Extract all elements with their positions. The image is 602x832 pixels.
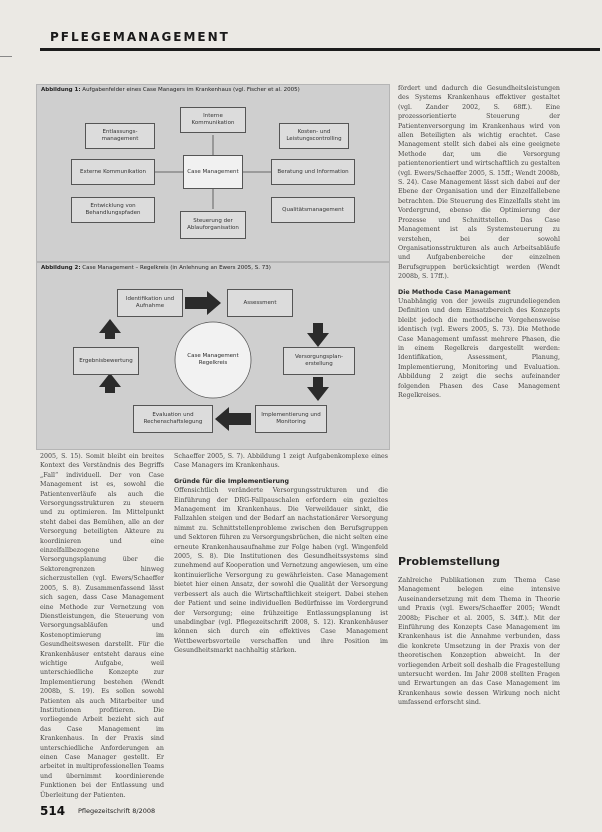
box-kostencontrolling: Kosten- und Leistungscontrolling: [279, 123, 349, 149]
box-ablauforganisation: Steuerung der Ablauforganisation: [180, 211, 246, 239]
figure-1: [36, 84, 390, 262]
column-2-paragraph: Offensichtlich veränderte Versorgungsstrukturen und die Einführung der DRG-Fallpauschalen erfordern ein gezieltes Management im Krankenhaus. Die Verweildauer sinkt, die Fallzahlen steigen und der Bedarf an nachstationärer Versorgung nimmt zu. Schnittstellenprobleme zwischen den Berufsgruppen und Sektoren führen zu Versorgungsbrüchen, die nicht selten eine erneute Krankenhausaufnahme zur Folge haben (vgl. Wingenfeld 2005, S. 8). Die Institutionen des Gesundheitssystems sind zunehmend auf Kooperation und Vernetzung angewiesen, um eine kontinuierliche Versorgung zu gewährleisten. Case Management bietet hier einen Ansatz, der sowohl die Qualität der Versorgung verbessert als auch die Wirtschaftlichkeit steigert. Dabei stehen der Patient und seine individuellen Bedürfnisse im Vordergrund der Versorgung; eine frühzeitige Entlassungsplanung ist unabdingbar (vgl. Pflegezeitschrift 2008, S. 12). Krankenhäuser können sich durch ein effektives Case Management Wettbewerbsvorteile verschaffen und ihre Position im Gesundheitsmarkt nachhaltig stärken.: [174, 487, 388, 655]
step-versorgungsplan: Versorgungsplan-erstellung: [283, 347, 355, 375]
box-qualitaetsmanagement: Qualitätsmanagement: [271, 197, 355, 223]
page-number: 514: [40, 804, 66, 818]
box-externe-kommunikation: Externe Kommunikation: [71, 159, 155, 185]
step-implementierung: Implementierung und Monitoring: [255, 405, 327, 433]
column-2-intro: Schaeffer 2005, S. 7). Abbildung 1 zeigt Aufgabenkomplexe eines Case Managers im Krankenhaus.: [174, 453, 388, 470]
text-column-2: [174, 452, 388, 802]
figure-2-caption-label: Abbildung 2:: [41, 265, 81, 271]
box-case-management-center: Case Management: [183, 155, 243, 189]
column-3-heading: Die Methode Case Management: [398, 288, 511, 296]
crop-mark: [0, 48, 12, 57]
step-identifikation: Identifikation und Aufnahme: [117, 289, 183, 317]
cycle-center-label: Case Management Regelkreis: [187, 353, 239, 366]
box-behandlungspfade: Entwicklung von Behandlungspfaden: [71, 197, 155, 223]
column-3-lower-paragraph: Zahlreiche Publikationen zum Thema Case Management belegen eine intensive Auseinandersetzung mit dem Thema in Theorie und Praxis (vgl. Ewers/Schaeffer 2005; Wendt 2008b; Fischer et al. 2005, S. 34ff.). Mit der Einführung des Konzepts Case Management im Krankenhaus ist die Annahme verbunden, dass die konkrete Umsetzung in der Praxis von der theoretischen Konzeption abweicht. In der vorliegenden Arbeit soll deshalb die Fragestellung untersucht werden. Im Jahr 2008 stellten Fragen und Erwartungen an das Case Management im Krankenhaus sowie dessen Wirkung noch nicht umfassend erforscht sind.: [398, 577, 560, 707]
text-column-3: [398, 84, 560, 550]
column-1-paragraph: 2005, S. 15). Somit bleibt ein breites Kontext des Verständnis des Begriffs „Fall“ individuell. Der von Case Management ist es, sowohl die Patientenverläufe als auch die Versorgungsstrukturen zu steuern und zu optimieren. Im Mittelpunkt steht dabei das Bemühen, alle an der Versorgung beteiligten Akteure zu koordinieren und eine einzelfallbezogene Versorgungsplanung über die Sektorengrenzen hinweg sicherzustellen (vgl. Ewers/Schaeffer 2005, S. 8). Zusammenfassend lässt sich sagen, dass Case Management eine Methode zur Vernetzung von Dienstleistungen, die Steuerung von Versorgungsabläufen und Kostenoptimierung im Gesundheitswesen darstellt. Für die Krankenhäuser entsteht daraus eine wichtige Aufgabe, weil unterschiedliche Konzepte zur Implementierung bestehen (Wendt 2008b, S. 19). Es sollen sowohl Patienten als auch Mitarbeiter und Institutionen profitieren. Die vorliegende Arbeit bezieht sich auf das Case Management im Krankenhaus. In der Praxis sind unterschiedliche Anforderungen an einen Case Manager gestellt. Er arbeitet in multiprofessionellen Teams und übernimmt koordinierende Funktionen bei der Entlassung und Überleitung der Patienten.: [40, 453, 164, 799]
box-beratung: Beratung und Information: [271, 159, 355, 185]
step-evaluation: Evaluation und Rechenschaftslegung: [133, 405, 213, 433]
page-footer: [40, 804, 560, 818]
box-entlassungsmanagement: Entlassungs-management: [85, 123, 155, 149]
column-2-heading: Gründe für die Implementierung: [174, 477, 290, 485]
column-3-paragraph-2: Unabhängig von der jeweils zugrundeliegenden Definition und dem Einsatzbereich des Konzepts bleibt jedoch die methodische Vorgehensweise identisch (vgl. Ewers 2005, S. 73). Die Methode Case Management umfasst mehrere Phasen, die in einem Regelkreis dargestellt werden: Identifikation, Assessment, Planung, Implementierung, Monitoring und Evaluation. Abbildung 2 zeigt die sechs aufeinander folgenden Phasen des Case Management Regelkreises.: [398, 297, 560, 399]
header-rule: [40, 48, 600, 51]
running-header: [40, 30, 600, 52]
section-heading-problemstellung: Problemstellung: [398, 555, 500, 568]
step-assessment: Assessment: [227, 289, 293, 317]
text-column-1: [40, 452, 164, 802]
figure-2-caption-text: Case Management – Regelkreis (in Anlehnung an Ewers 2005, S. 73): [80, 265, 271, 271]
header-title: PFLEGEMANAGEMENT: [50, 30, 230, 44]
column-3-paragraph: fördert und dadurch die Gesundheitsleistungen des Systems Krankenhaus effektiver gestaltet (vgl. Zander 2002, S. 68ff.). Eine prozessorientierte Steuerung der Patientenversorgung im Krankenhaus wird von allen Beteiligten als wichtig erachtet. Case Management stellt sich dabei als eine geeignete Methode dar, um die Versorgung patientenorientiert und wirtschaftlich zu gestalten (vgl. Ewers/Schaeffer 2005, S. 15ff.; Wendt 2008b, S. 24). Case Management lässt sich dabei auf der Ebene der Organisation und der Einzelfallebene betrachten. Die Steuerung des Einzelfalls steht im Vordergrund, ebenso die Optimierung der Prozesse und Schnittstellen. Das Case Management ist als Systemsteuerung zu verstehen, bei der sowohl Organisationsstrukturen als auch Arbeitsabläufe und Aufgabenbereiche der einzelnen Berufsgruppen berücksichtigt werden (Wendt 2008b, S. 17ff.).: [398, 85, 560, 281]
figure-1-caption-label: Abbildung 1:: [41, 87, 81, 93]
box-interne-kommunikation: Interne Kommunikation: [180, 107, 246, 133]
figure-1-caption-text: Aufgabenfelder eines Case Managers im Krankenhaus (vgl. Fischer et al. 2005): [80, 87, 300, 93]
step-ergebnisbewertung: Ergebnisbewertung: [73, 347, 139, 375]
text-column-3-lower: [398, 576, 560, 802]
journal-name: Pflegezeitschrift 8/2008: [78, 807, 156, 815]
figure-2: [36, 262, 390, 450]
